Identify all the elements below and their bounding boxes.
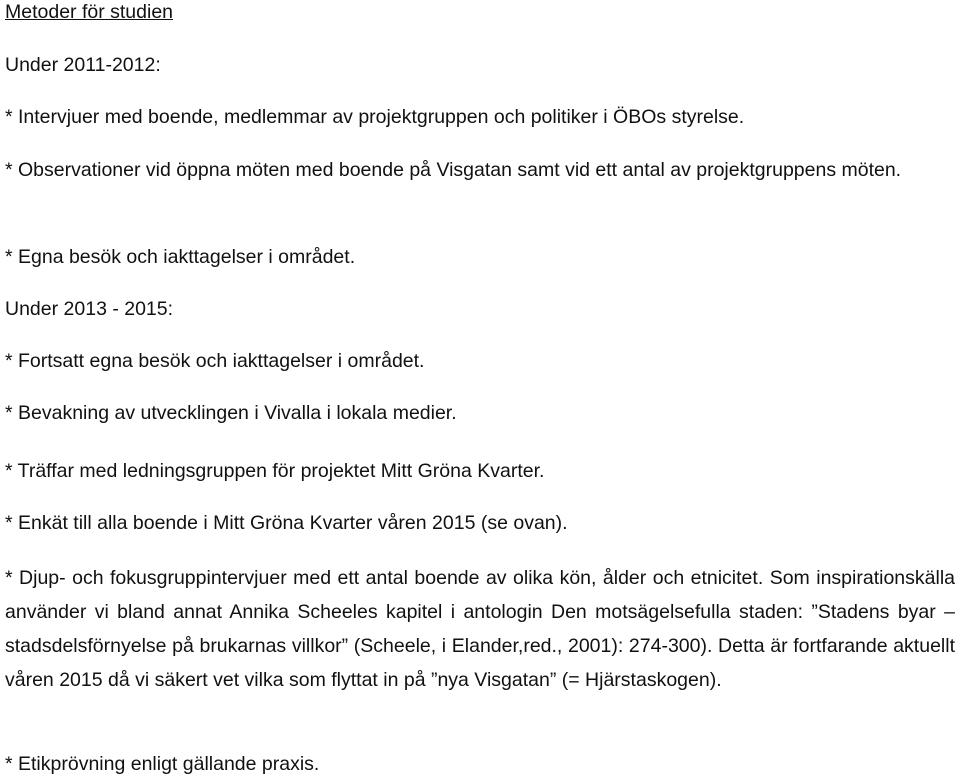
period-label-2013-2015: Under 2013 - 2015: (5, 298, 174, 320)
list-item: * Enkät till alla boende i Mitt Gröna Kvarter våren 2015 (se ovan). (5, 512, 568, 534)
document-heading: Metoder för studien (5, 1, 174, 23)
list-item: * Bevakning av utvecklingen i Vivalla i lokala medier. (5, 402, 457, 424)
list-item: * Observationer vid öppna möten med boende på Visgatan samt vid ett antal av projektgruppens möten. (5, 159, 902, 181)
list-item: * Fortsatt egna besök och iakttagelser i området. (5, 350, 425, 372)
list-item: * Egna besök och iakttagelser i området. (5, 246, 356, 268)
list-item: * Träffar med ledningsgruppen för projektet Mitt Gröna Kvarter. (5, 460, 545, 482)
list-item: * Djup- och fokusgruppintervjuer med ett antal boende av olika kön, ålder och etnicitet. Som inspirationskälla använder vi bland annat Annika Scheeles kapitel i antologin Den motsägelsefulla staden: ”Stadens byar – stadsdelsförnyelse på brukarnas villkor” (Scheele, i Elander,red., 2001): 274-300). Detta är fortfarande aktuellt våren 2015 då vi säkert vet vilka som flyttat in på ”nya Visgatan” (= Hjärstaskogen). (5, 567, 955, 691)
period-label-2011-2012: Under 2011-2012: (5, 54, 161, 76)
list-item: * Intervjuer med boende, medlemmar av projektgruppen och politiker i ÖBOs styrelse. (5, 106, 745, 128)
list-item: * Etikprövning enligt gällande praxis. (5, 753, 320, 775)
